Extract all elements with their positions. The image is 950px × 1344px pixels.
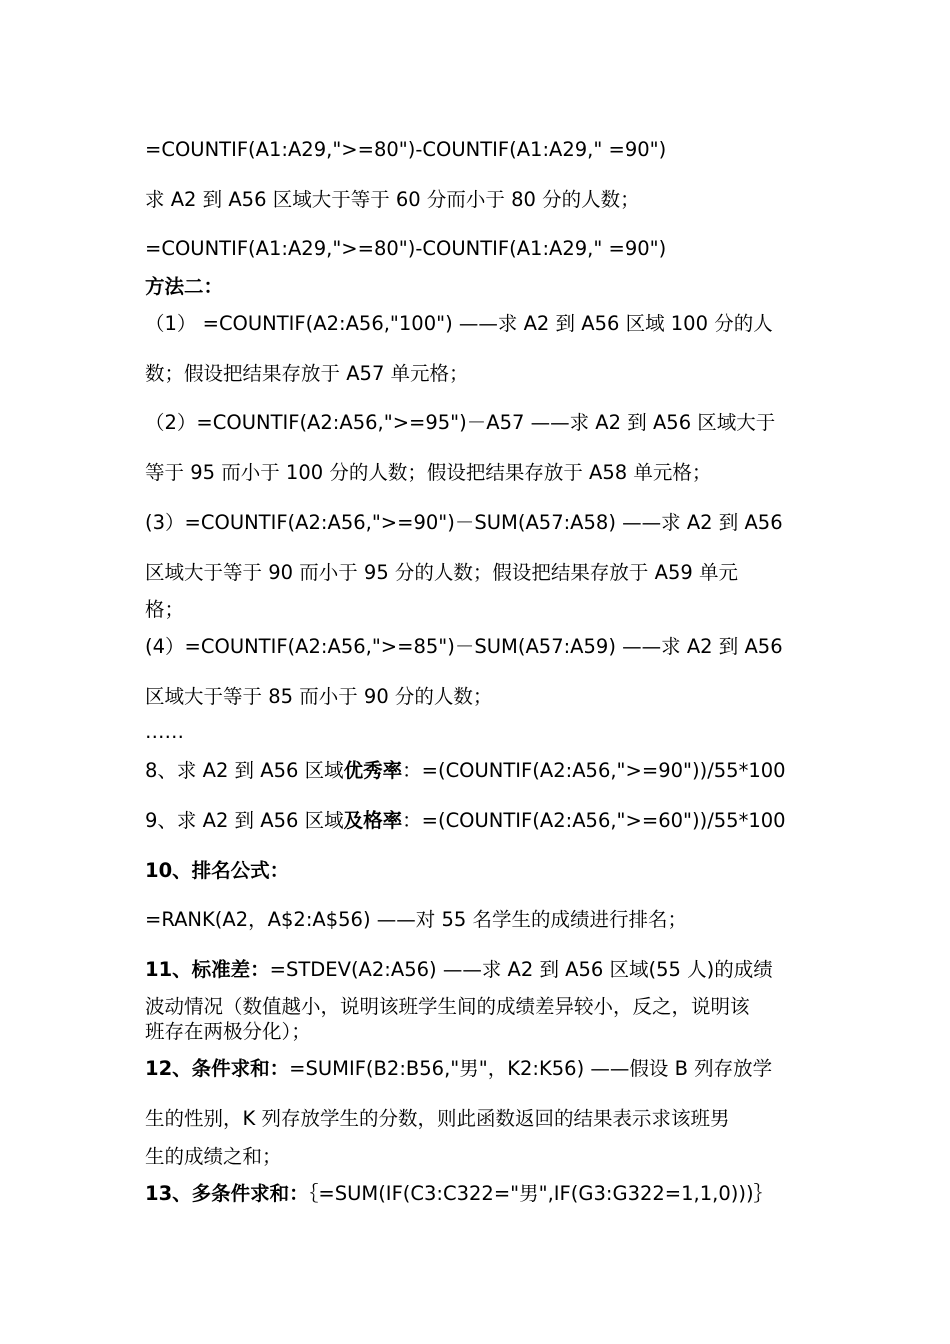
bold-term: 12、条件求和： xyxy=(145,1057,290,1080)
text-line: =COUNTIF(A1:A29,">=80")-COUNTIF(A1:A29," =90") xyxy=(145,138,667,161)
text-line: 班存在两极分化）； xyxy=(145,1020,311,1043)
text-line xyxy=(145,958,825,982)
text-line xyxy=(145,1057,825,1081)
bold-term: 及格率 xyxy=(343,809,403,832)
text-line: 等于 95 而小于 100 分的人数；假设把结果存放于 A58 单元格； xyxy=(145,461,712,484)
text-line: （1） =COUNTIF(A2:A56,"100") ——求 A2 到 A56 区域 100 分的人 xyxy=(145,312,773,335)
text-line xyxy=(145,809,825,833)
section-heading: 方法二： xyxy=(145,275,224,298)
bold-term: 11、标准差： xyxy=(145,958,270,981)
text-line: 格； xyxy=(145,598,185,621)
text-line: 数；假设把结果存放于 A57 单元格； xyxy=(145,362,469,385)
text-line xyxy=(145,759,825,783)
text-line: (4）=COUNTIF(A2:A56,">=85")－SUM(A57:A59) ——求 A2 到 A56 xyxy=(145,635,783,658)
text-span: 9、求 A2 到 A56 区域 xyxy=(145,809,344,832)
formula-text: =SUMIF(B2:B56,"男"，K2:K56) ——假设 B 列存放学 xyxy=(289,1057,773,1080)
section-heading: 10、排名公式： xyxy=(145,859,290,882)
text-span: 8、求 A2 到 A56 区域 xyxy=(145,759,344,782)
formula-text: ｛=SUM(IF(C3:C322="男",IF(G3:G322=1,1,0)))｝ xyxy=(308,1182,774,1205)
formula-text: =STDEV(A2:A56) ——求 A2 到 A56 区域(55 人)的成绩 xyxy=(269,958,773,981)
text-line: 生的成绩之和； xyxy=(145,1145,282,1168)
text-line xyxy=(145,1182,825,1206)
bold-term: 13、多条件求和： xyxy=(145,1182,309,1205)
text-line: （2）=COUNTIF(A2:A56,">=95")－A57 ——求 A2 到 A56 区域大于 xyxy=(145,411,776,434)
text-line: =COUNTIF(A1:A29,">=80")-COUNTIF(A1:A29," =90") xyxy=(145,237,667,260)
text-line: 区域大于等于 85 而小于 90 分的人数； xyxy=(145,685,493,708)
text-line: 波动情况（数值越小，说明该班学生间的成绩差异较小，反之，说明该 xyxy=(145,995,750,1018)
text-line: =RANK(A2，A$2:A$56) ——对 55 名学生的成绩进行排名； xyxy=(145,908,687,931)
text-line: …… xyxy=(145,720,184,743)
text-line: 生的性别，K 列存放学生的分数，则此函数返回的结果表示求该班男 xyxy=(145,1107,730,1130)
formula-text: ：=(COUNTIF(A2:A56,">=60"))/55*100 xyxy=(402,809,786,832)
text-line: 求 A2 到 A56 区域大于等于 60 分而小于 80 分的人数； xyxy=(145,188,640,211)
text-line: (3）=COUNTIF(A2:A56,">=90")－SUM(A57:A58) ——求 A2 到 A56 xyxy=(145,511,783,534)
text-line: 区域大于等于 90 而小于 95 分的人数；假设把结果存放于 A59 单元 xyxy=(145,561,738,584)
formula-text: ：=(COUNTIF(A2:A56,">=90"))/55*100 xyxy=(402,759,786,782)
bold-term: 优秀率 xyxy=(343,759,403,782)
